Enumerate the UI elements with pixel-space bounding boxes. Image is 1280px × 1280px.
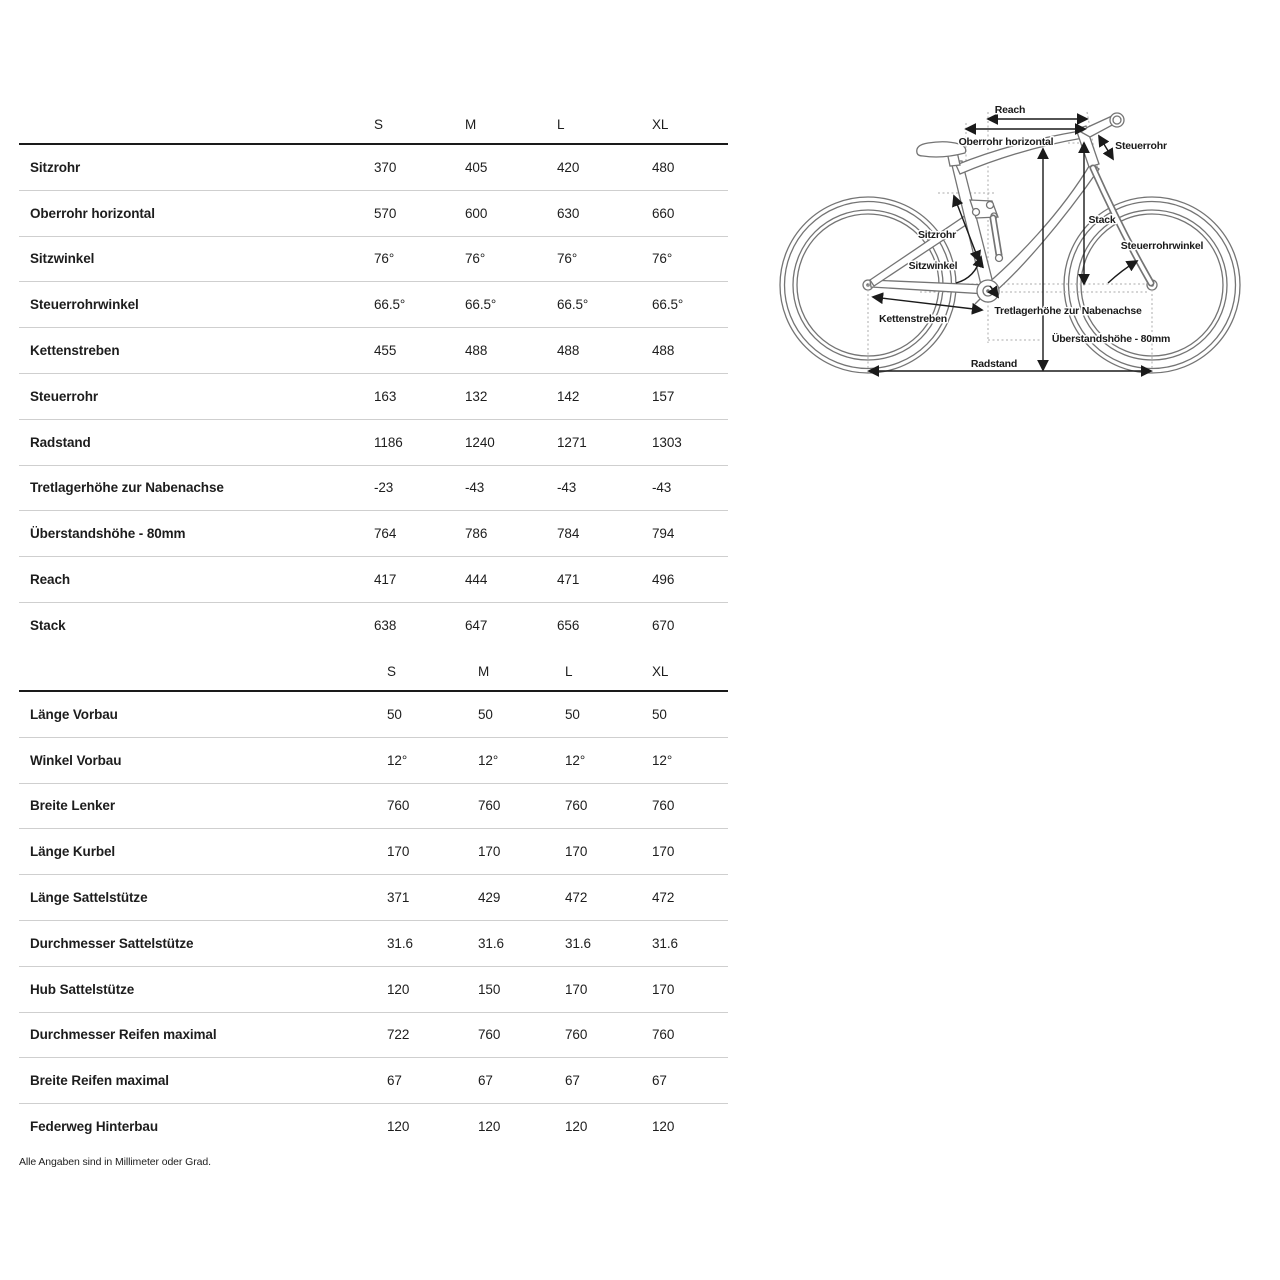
components-table-header xyxy=(19,652,728,692)
value-cell: 76° xyxy=(465,251,486,267)
column-header: XL xyxy=(652,116,669,132)
column-header: M xyxy=(478,663,490,679)
value-cell: 472 xyxy=(565,890,588,906)
row-label: Reach xyxy=(30,572,71,588)
crankset-icon xyxy=(975,280,999,304)
value-cell: 76° xyxy=(652,251,673,267)
value-cell: 760 xyxy=(652,1027,675,1043)
value-cell: 1186 xyxy=(374,434,403,450)
value-cell: 472 xyxy=(652,890,675,906)
value-cell: 405 xyxy=(465,159,488,175)
table-row xyxy=(19,465,728,511)
value-cell: 67 xyxy=(652,1073,667,1089)
value-cell: 67 xyxy=(565,1073,580,1089)
value-cell: 570 xyxy=(374,205,397,221)
table-row xyxy=(19,373,728,419)
value-cell: -43 xyxy=(465,480,485,496)
value-cell: 157 xyxy=(652,388,675,404)
value-cell: 760 xyxy=(478,798,501,814)
value-cell: 120 xyxy=(652,1119,675,1135)
value-cell: 420 xyxy=(557,159,580,175)
value-cell: 370 xyxy=(374,159,397,175)
value-cell: 150 xyxy=(478,981,501,997)
steuerrohrwinkel-label: Steuerrohrwinkel xyxy=(1120,240,1204,252)
value-cell: 760 xyxy=(565,1027,588,1043)
value-cell: 429 xyxy=(478,890,501,906)
ueberstandshoehe-label: Überstandshöhe - 80mm xyxy=(1051,333,1171,345)
value-cell: -23 xyxy=(374,480,394,496)
value-cell: 120 xyxy=(387,981,410,997)
row-label: Winkel Vorbau xyxy=(30,752,122,768)
table-row xyxy=(19,281,728,327)
value-cell: 170 xyxy=(652,981,675,997)
value-cell: 480 xyxy=(652,159,675,175)
value-cell: 630 xyxy=(557,205,580,221)
row-label: Länge Kurbel xyxy=(30,844,116,860)
value-cell: 66.5° xyxy=(652,297,684,313)
value-cell: 1240 xyxy=(465,434,495,450)
row-label: Oberrohr horizontal xyxy=(30,205,155,221)
row-label: Radstand xyxy=(30,434,91,450)
geometry-table-header xyxy=(19,105,728,145)
value-cell: 170 xyxy=(478,844,501,860)
value-cell: 660 xyxy=(652,205,675,221)
value-cell: 170 xyxy=(565,844,588,860)
row-label: Länge Vorbau xyxy=(30,706,118,722)
table-row xyxy=(19,1103,728,1149)
table-row xyxy=(19,145,728,190)
row-label: Durchmesser Reifen maximal xyxy=(30,1027,217,1043)
value-cell: 488 xyxy=(652,343,675,359)
row-label: Sitzrohr xyxy=(30,159,81,175)
stack-label: Stack xyxy=(1088,214,1116,226)
value-cell: 371 xyxy=(387,890,410,906)
row-label: Federweg Hinterbau xyxy=(30,1119,158,1135)
value-cell: 132 xyxy=(465,388,488,404)
value-cell: -43 xyxy=(652,480,672,496)
value-cell: 670 xyxy=(652,617,675,633)
sitzwinkel-label: Sitzwinkel xyxy=(908,260,958,272)
table-row xyxy=(19,920,728,966)
value-cell: 1271 xyxy=(557,434,587,450)
table-row xyxy=(19,874,728,920)
value-cell: 764 xyxy=(374,526,397,542)
units-footnote: Alle Angaben sind in Millimeter oder Grad. xyxy=(19,1156,211,1168)
table-row xyxy=(19,556,728,602)
radstand-label: Radstand xyxy=(970,358,1018,370)
column-header: S xyxy=(387,663,396,679)
kettenstreben-label: Kettenstreben xyxy=(879,313,947,325)
value-cell: 66.5° xyxy=(557,297,589,313)
table-row xyxy=(19,190,728,236)
value-cell: 120 xyxy=(565,1119,588,1135)
column-header: S xyxy=(374,116,383,132)
value-cell: 163 xyxy=(374,388,397,404)
table-row xyxy=(19,1012,728,1058)
value-cell: 488 xyxy=(557,343,580,359)
bike-geometry-diagram xyxy=(770,85,1280,385)
value-cell: 786 xyxy=(465,526,488,542)
value-cell: 50 xyxy=(652,706,667,722)
value-cell: 455 xyxy=(374,343,397,359)
steuerrohr-arrow xyxy=(1099,136,1113,159)
tretlagerhoehe-label: Tretlagerhöhe zur Nabenachse xyxy=(994,305,1142,317)
value-cell: 31.6 xyxy=(478,935,504,951)
row-label: Durchmesser Sattelstütze xyxy=(30,935,194,951)
table-row xyxy=(19,419,728,465)
reach-label: Reach xyxy=(994,104,1026,116)
value-cell: 66.5° xyxy=(374,297,406,313)
row-label: Länge Sattelstütze xyxy=(30,890,148,906)
components-table xyxy=(19,652,728,1149)
table-row xyxy=(19,828,728,874)
row-label: Breite Lenker xyxy=(30,798,115,814)
column-header: L xyxy=(565,663,573,679)
value-cell: 656 xyxy=(557,617,580,633)
table-row xyxy=(19,236,728,282)
value-cell: 12° xyxy=(565,752,586,768)
table-row xyxy=(19,783,728,829)
value-cell: 794 xyxy=(652,526,675,542)
row-label: Kettenstreben xyxy=(30,343,120,359)
value-cell: 12° xyxy=(478,752,499,768)
row-label: Breite Reifen maximal xyxy=(30,1073,169,1089)
row-label: Steuerrohr xyxy=(30,388,99,404)
table-row xyxy=(19,327,728,373)
value-cell: 31.6 xyxy=(565,935,591,951)
table-row xyxy=(19,1057,728,1103)
row-label: Überstandshöhe - 80mm xyxy=(30,526,186,542)
value-cell: 760 xyxy=(652,798,675,814)
value-cell: 1303 xyxy=(652,434,682,450)
kettenstreben-arrow xyxy=(873,297,982,310)
value-cell: 170 xyxy=(565,981,588,997)
value-cell: 600 xyxy=(465,205,488,221)
value-cell: -43 xyxy=(557,480,577,496)
value-cell: 417 xyxy=(374,572,397,588)
sitzrohr-label: Sitzrohr xyxy=(917,229,957,241)
value-cell: 120 xyxy=(387,1119,410,1135)
value-cell: 170 xyxy=(387,844,410,860)
value-cell: 31.6 xyxy=(387,935,413,951)
value-cell: 647 xyxy=(465,617,488,633)
value-cell: 12° xyxy=(387,752,408,768)
oberrohr-label: Oberrohr horizontal xyxy=(958,136,1054,148)
value-cell: 76° xyxy=(557,251,578,267)
value-cell: 784 xyxy=(557,526,580,542)
value-cell: 488 xyxy=(465,343,488,359)
value-cell: 496 xyxy=(652,572,675,588)
value-cell: 67 xyxy=(478,1073,493,1089)
value-cell: 722 xyxy=(387,1027,410,1043)
value-cell: 170 xyxy=(652,844,675,860)
value-cell: 67 xyxy=(387,1073,402,1089)
value-cell: 760 xyxy=(478,1027,501,1043)
geometry-table xyxy=(19,105,728,648)
steuerrohrwinkel-arc xyxy=(1108,261,1137,283)
table-row xyxy=(19,692,728,737)
value-cell: 638 xyxy=(374,617,397,633)
row-label: Stack xyxy=(30,617,66,633)
table-row xyxy=(19,602,728,648)
row-label: Sitzwinkel xyxy=(30,251,95,267)
table-row xyxy=(19,737,728,783)
value-cell: 12° xyxy=(652,752,673,768)
column-header: XL xyxy=(652,663,669,679)
value-cell: 31.6 xyxy=(652,935,678,951)
value-cell: 66.5° xyxy=(465,297,497,313)
value-cell: 50 xyxy=(387,706,402,722)
column-header: L xyxy=(557,116,565,132)
row-label: Tretlagerhöhe zur Nabenachse xyxy=(30,480,224,496)
value-cell: 444 xyxy=(465,572,488,588)
table-row xyxy=(19,966,728,1012)
value-cell: 471 xyxy=(557,572,580,588)
row-label: Hub Sattelstütze xyxy=(30,981,135,997)
value-cell: 142 xyxy=(557,388,580,404)
column-header: M xyxy=(465,116,477,132)
row-label: Steuerrohrwinkel xyxy=(30,297,139,313)
value-cell: 50 xyxy=(478,706,493,722)
value-cell: 760 xyxy=(565,798,588,814)
value-cell: 50 xyxy=(565,706,580,722)
value-cell: 120 xyxy=(478,1119,501,1135)
value-cell: 76° xyxy=(374,251,395,267)
value-cell: 760 xyxy=(387,798,410,814)
table-row xyxy=(19,510,728,556)
steuerrohr-label: Steuerrohr xyxy=(1115,140,1167,152)
